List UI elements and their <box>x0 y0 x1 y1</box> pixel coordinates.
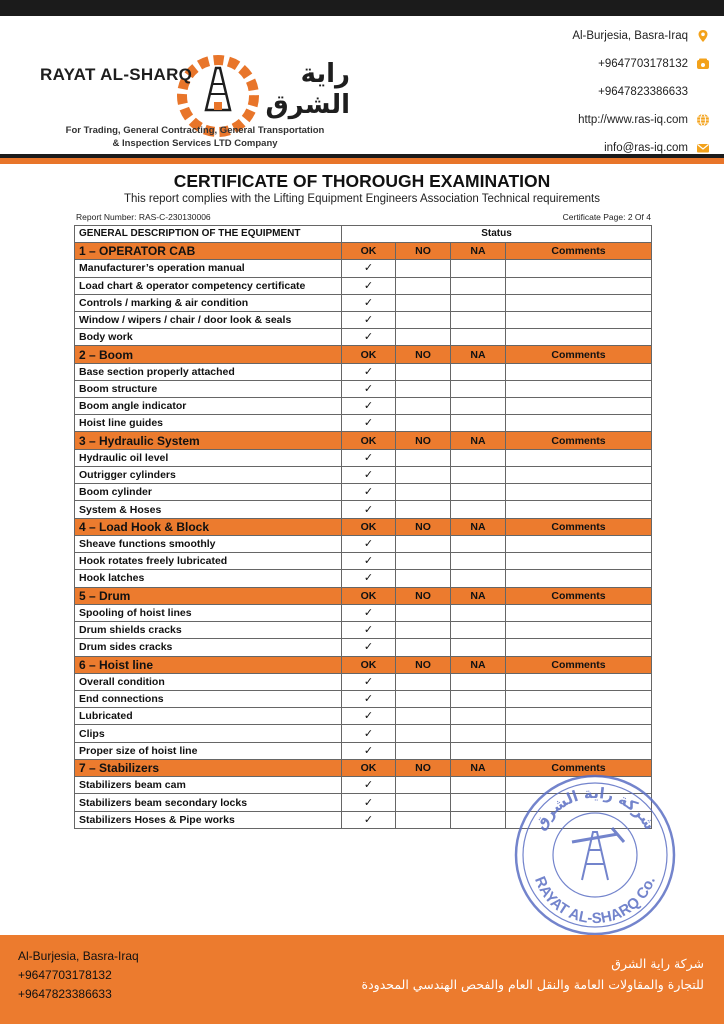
table-row <box>75 363 652 380</box>
item-description: Hydraulic oil level <box>75 449 342 466</box>
ok-cell <box>342 467 396 484</box>
ok-cell <box>342 553 396 570</box>
no-cell <box>396 260 451 277</box>
footer-arabic <box>362 953 704 995</box>
table-row <box>75 604 652 621</box>
ok-cell <box>342 725 396 742</box>
footer-phone-2[interactable]: +9647823386633 <box>18 987 112 1001</box>
item-description: System & Hoses <box>75 501 342 518</box>
section-title <box>75 432 342 449</box>
check-mark-icon: ✓ <box>363 744 374 757</box>
section-col-comments: Comments <box>506 759 652 776</box>
company-stamp <box>512 772 678 938</box>
ok-cell <box>342 708 396 725</box>
table-row <box>75 398 652 415</box>
ok-cell <box>342 742 396 759</box>
section-col-ok: OK <box>342 587 396 604</box>
comments-cell <box>506 449 652 466</box>
company-name-ar: راية الشرق <box>265 58 350 119</box>
comments-cell <box>506 277 652 294</box>
section-title <box>75 759 342 776</box>
section-col-ok: OK <box>342 243 396 260</box>
check-mark-icon: ✓ <box>363 555 374 568</box>
item-description: Lubricated <box>75 708 342 725</box>
na-cell <box>451 691 506 708</box>
section-col-na: NA <box>451 243 506 260</box>
section-title <box>75 346 342 363</box>
comments-cell <box>506 725 652 742</box>
no-cell <box>396 622 451 639</box>
stamp-derrick-icon <box>572 828 624 880</box>
no-cell <box>396 484 451 501</box>
location-pin-icon <box>696 29 710 43</box>
check-mark-icon: ✓ <box>363 607 374 620</box>
comments-cell <box>506 415 652 432</box>
top-bar <box>0 0 724 16</box>
tagline-line-2: & Inspection Services LTD Company <box>112 138 278 149</box>
section-title-text: 6 – Hoist line <box>79 657 154 672</box>
company-name-en: RAYAT AL-SHARQ <box>40 65 193 84</box>
comments-cell <box>506 294 652 311</box>
check-mark-icon: ✓ <box>363 314 374 327</box>
na-cell <box>451 777 506 794</box>
check-mark-icon: ✓ <box>363 503 374 516</box>
no-cell <box>396 294 451 311</box>
section-header-row <box>75 243 652 260</box>
check-mark-icon: ✓ <box>363 538 374 551</box>
comments-cell <box>506 639 652 656</box>
comments-cell <box>506 708 652 725</box>
ok-cell <box>342 277 396 294</box>
ok-cell <box>342 794 396 811</box>
na-cell <box>451 639 506 656</box>
check-mark-icon: ✓ <box>363 296 374 309</box>
table-row <box>75 673 652 690</box>
comments-cell <box>506 329 652 346</box>
check-mark-icon: ✓ <box>363 417 374 430</box>
no-cell <box>396 449 451 466</box>
check-mark-icon: ✓ <box>363 641 374 654</box>
item-description: Hook latches <box>75 570 342 587</box>
contact-address <box>520 22 710 50</box>
na-cell <box>451 742 506 759</box>
examination-table-body <box>75 226 652 829</box>
item-description: Load chart & operator competency certificate <box>75 277 342 294</box>
section-col-na: NA <box>451 346 506 363</box>
ok-cell <box>342 294 396 311</box>
check-mark-icon: ✓ <box>363 469 374 482</box>
ok-cell <box>342 811 396 828</box>
section-header-row <box>75 587 652 604</box>
table-row <box>75 415 652 432</box>
comments-cell <box>506 622 652 639</box>
comments-cell <box>506 260 652 277</box>
no-cell <box>396 536 451 553</box>
ok-cell <box>342 777 396 794</box>
no-cell <box>396 277 451 294</box>
address-text: Al-Burjesia, Basra-Iraq <box>572 30 688 42</box>
table-row <box>75 449 652 466</box>
table-header-row <box>75 226 652 243</box>
na-cell <box>451 467 506 484</box>
check-mark-icon: ✓ <box>363 365 374 378</box>
certificate-subtitle: This report complies with the Lifting Equipment Engineers Association Technical requirements <box>123 193 600 205</box>
table-row <box>75 467 652 484</box>
section-col-comments: Comments <box>506 587 652 604</box>
section-col-ok: OK <box>342 518 396 535</box>
report-number: Report Number: RAS-C-230130006 <box>76 212 211 222</box>
section-title <box>75 587 342 604</box>
table-row <box>75 380 652 397</box>
no-cell <box>396 639 451 656</box>
ok-cell <box>342 380 396 397</box>
certificate-title: CERTIFICATE OF THOROUGH EXAMINATION <box>173 171 551 191</box>
section-col-comments: Comments <box>506 656 652 673</box>
na-cell <box>451 277 506 294</box>
no-cell <box>396 380 451 397</box>
no-cell <box>396 673 451 690</box>
check-mark-icon: ✓ <box>363 331 374 344</box>
item-description: Boom structure <box>75 380 342 397</box>
na-cell <box>451 811 506 828</box>
section-header-row <box>75 432 652 449</box>
no-cell <box>396 415 451 432</box>
check-mark-icon: ✓ <box>363 451 374 464</box>
section-col-na: NA <box>451 518 506 535</box>
comments-cell <box>506 380 652 397</box>
table-row <box>75 277 652 294</box>
na-cell <box>451 501 506 518</box>
examination-table <box>74 225 652 829</box>
no-cell <box>396 794 451 811</box>
table-row <box>75 329 652 346</box>
item-description: Hoist line guides <box>75 415 342 432</box>
section-title <box>75 656 342 673</box>
ok-cell <box>342 501 396 518</box>
comments-cell <box>506 673 652 690</box>
item-description: Controls / marking & air condition <box>75 294 342 311</box>
check-mark-icon: ✓ <box>363 796 374 809</box>
na-cell <box>451 260 506 277</box>
na-cell <box>451 311 506 328</box>
ok-cell <box>342 329 396 346</box>
na-cell <box>451 553 506 570</box>
check-mark-icon: ✓ <box>363 262 374 275</box>
item-description: Drum shields cracks <box>75 622 342 639</box>
na-cell <box>451 294 506 311</box>
check-mark-icon: ✓ <box>363 813 374 826</box>
footer-arabic-line-2: للتجارة والمقاولات العامة والنقل العام والفحص الهندسي المحدودة <box>361 977 704 992</box>
na-cell <box>451 449 506 466</box>
no-cell <box>396 777 451 794</box>
no-cell <box>396 398 451 415</box>
section-col-ok: OK <box>342 759 396 776</box>
no-cell <box>396 329 451 346</box>
comments-cell <box>506 363 652 380</box>
item-description: Stabilizers beam cam <box>75 777 342 794</box>
certificate-page: Certificate Page: 2 Of 4 <box>562 212 651 222</box>
no-cell <box>396 501 451 518</box>
comments-cell <box>506 553 652 570</box>
ok-cell <box>342 449 396 466</box>
header-status: Status <box>342 226 652 243</box>
na-cell <box>451 415 506 432</box>
na-cell <box>451 622 506 639</box>
na-cell <box>451 484 506 501</box>
section-col-comments: Comments <box>506 346 652 363</box>
na-cell <box>451 794 506 811</box>
website-link[interactable]: http://www.ras-iq.com <box>578 114 688 126</box>
item-description: Manufacturer’s operation manual <box>75 260 342 277</box>
section-col-comments: Comments <box>506 243 652 260</box>
check-mark-icon: ✓ <box>363 676 374 688</box>
comments-cell <box>506 691 652 708</box>
ok-cell <box>342 691 396 708</box>
item-description: Clips <box>75 725 342 742</box>
section-title-text: 3 – Hydraulic System <box>79 433 200 448</box>
comments-cell <box>506 742 652 759</box>
footer-phone-1[interactable]: +9647703178132 <box>18 968 112 982</box>
item-description: Boom angle indicator <box>75 398 342 415</box>
contact-website <box>520 106 710 134</box>
na-cell <box>451 570 506 587</box>
company-tagline <box>40 124 350 150</box>
section-col-ok: OK <box>342 656 396 673</box>
item-description: Base section properly attached <box>75 363 342 380</box>
footer-address: Al-Burjesia, Basra-Iraq <box>18 949 139 963</box>
item-description: Proper size of hoist line <box>75 742 342 759</box>
no-cell <box>396 363 451 380</box>
ok-cell <box>342 363 396 380</box>
check-mark-icon: ✓ <box>363 727 374 740</box>
item-description: Sheave functions smoothly <box>75 536 342 553</box>
check-mark-icon: ✓ <box>363 624 374 637</box>
envelope-icon <box>696 141 710 155</box>
no-cell <box>396 553 451 570</box>
table-row <box>75 691 652 708</box>
item-description: Stabilizers beam secondary locks <box>75 794 342 811</box>
header-description: GENERAL DESCRIPTION OF THE EQUIPMENT <box>75 226 342 243</box>
comments-cell <box>506 604 652 621</box>
phone-spacer <box>696 85 710 99</box>
item-description: Hook rotates freely lubricated <box>75 553 342 570</box>
na-cell <box>451 604 506 621</box>
no-cell <box>396 467 451 484</box>
table-row <box>75 725 652 742</box>
ok-cell <box>342 673 396 690</box>
section-col-na: NA <box>451 656 506 673</box>
no-cell <box>396 811 451 828</box>
section-col-no: NO <box>396 243 451 260</box>
ok-cell <box>342 622 396 639</box>
table-row <box>75 553 652 570</box>
table-row <box>75 742 652 759</box>
contact-block <box>520 22 710 162</box>
item-description: Spooling of hoist lines <box>75 604 342 621</box>
na-cell <box>451 725 506 742</box>
item-description: Body work <box>75 329 342 346</box>
phone-icon <box>696 57 710 71</box>
na-cell <box>451 708 506 725</box>
comments-cell <box>506 536 652 553</box>
section-col-na: NA <box>451 587 506 604</box>
na-cell <box>451 536 506 553</box>
footer-contact <box>18 947 139 1004</box>
item-description: End connections <box>75 691 342 708</box>
check-mark-icon: ✓ <box>363 779 374 792</box>
section-title-text: 1 – OPERATOR CAB <box>79 244 196 259</box>
footer <box>0 935 724 1024</box>
check-mark-icon: ✓ <box>363 486 374 499</box>
na-cell <box>451 673 506 690</box>
comments-cell <box>506 311 652 328</box>
item-description: Stabilizers Hoses & Pipe works <box>75 811 342 828</box>
ok-cell <box>342 311 396 328</box>
table-row <box>75 639 652 656</box>
table-row <box>75 536 652 553</box>
section-col-no: NO <box>396 656 451 673</box>
table-row <box>75 570 652 587</box>
table-row <box>75 311 652 328</box>
section-col-no: NO <box>396 346 451 363</box>
comments-cell <box>506 484 652 501</box>
table-row <box>75 294 652 311</box>
globe-icon <box>696 113 710 127</box>
section-col-no: NO <box>396 759 451 776</box>
header-rule-orange <box>0 158 724 164</box>
na-cell <box>451 329 506 346</box>
na-cell <box>451 380 506 397</box>
section-title <box>75 243 342 260</box>
section-col-no: NO <box>396 518 451 535</box>
check-mark-icon: ✓ <box>363 400 374 413</box>
table-row <box>75 484 652 501</box>
no-cell <box>396 742 451 759</box>
stamp-text-bottom: RAYAT AL-SHARQ Co. <box>531 874 659 928</box>
no-cell <box>396 725 451 742</box>
no-cell <box>396 570 451 587</box>
section-title-text: 5 – Drum <box>79 588 131 603</box>
section-col-na: NA <box>451 432 506 449</box>
no-cell <box>396 691 451 708</box>
no-cell <box>396 311 451 328</box>
check-mark-icon: ✓ <box>363 279 374 292</box>
ok-cell <box>342 604 396 621</box>
no-cell <box>396 604 451 621</box>
ok-cell <box>342 484 396 501</box>
phone-2-text[interactable]: +9647823386633 <box>598 86 688 98</box>
ok-cell <box>342 639 396 656</box>
section-title-text: 7 – Stabilizers <box>79 761 160 776</box>
check-mark-icon: ✓ <box>363 693 374 706</box>
table-row <box>75 622 652 639</box>
section-col-ok: OK <box>342 346 396 363</box>
check-mark-icon: ✓ <box>363 383 374 395</box>
table-row <box>75 260 652 277</box>
section-header-row <box>75 518 652 535</box>
item-description: Boom cylinder <box>75 484 342 501</box>
item-description: Outrigger cylinders <box>75 467 342 484</box>
phone-1-text[interactable]: +9647703178132 <box>598 58 688 70</box>
item-description: Window / wipers / chair / door look & seals <box>75 311 342 328</box>
comments-cell <box>506 570 652 587</box>
table-row <box>75 708 652 725</box>
section-col-comments: Comments <box>506 518 652 535</box>
check-mark-icon: ✓ <box>363 710 374 723</box>
ok-cell <box>342 260 396 277</box>
section-col-ok: OK <box>342 432 396 449</box>
item-description: Drum sides cracks <box>75 639 342 656</box>
na-cell <box>451 398 506 415</box>
section-title <box>75 518 342 535</box>
footer-arabic-line-1: شركة راية الشرق <box>611 956 704 971</box>
check-mark-icon: ✓ <box>363 572 374 585</box>
ok-cell <box>342 536 396 553</box>
section-title-text: 2 – Boom <box>79 347 134 362</box>
section-col-no: NO <box>396 432 451 449</box>
table-row <box>75 501 652 518</box>
email-link[interactable]: info@ras-iq.com <box>604 142 688 154</box>
ok-cell <box>342 398 396 415</box>
section-header-row <box>75 346 652 363</box>
stamp-text-top: شركة راية الشرق <box>530 783 660 834</box>
section-col-na: NA <box>451 759 506 776</box>
comments-cell <box>506 398 652 415</box>
contact-phone-1 <box>520 50 710 78</box>
tagline-line-1: For Trading, General Contracting, General Transportation <box>65 125 325 136</box>
contact-phone-2 <box>520 78 710 106</box>
section-title-text: 4 – Load Hook & Block <box>79 519 210 534</box>
ok-cell <box>342 415 396 432</box>
ok-cell <box>342 570 396 587</box>
no-cell <box>396 708 451 725</box>
na-cell <box>451 363 506 380</box>
section-col-comments: Comments <box>506 432 652 449</box>
section-header-row <box>75 656 652 673</box>
item-description: Overall condition <box>75 673 342 690</box>
comments-cell <box>506 501 652 518</box>
section-col-no: NO <box>396 587 451 604</box>
comments-cell <box>506 467 652 484</box>
